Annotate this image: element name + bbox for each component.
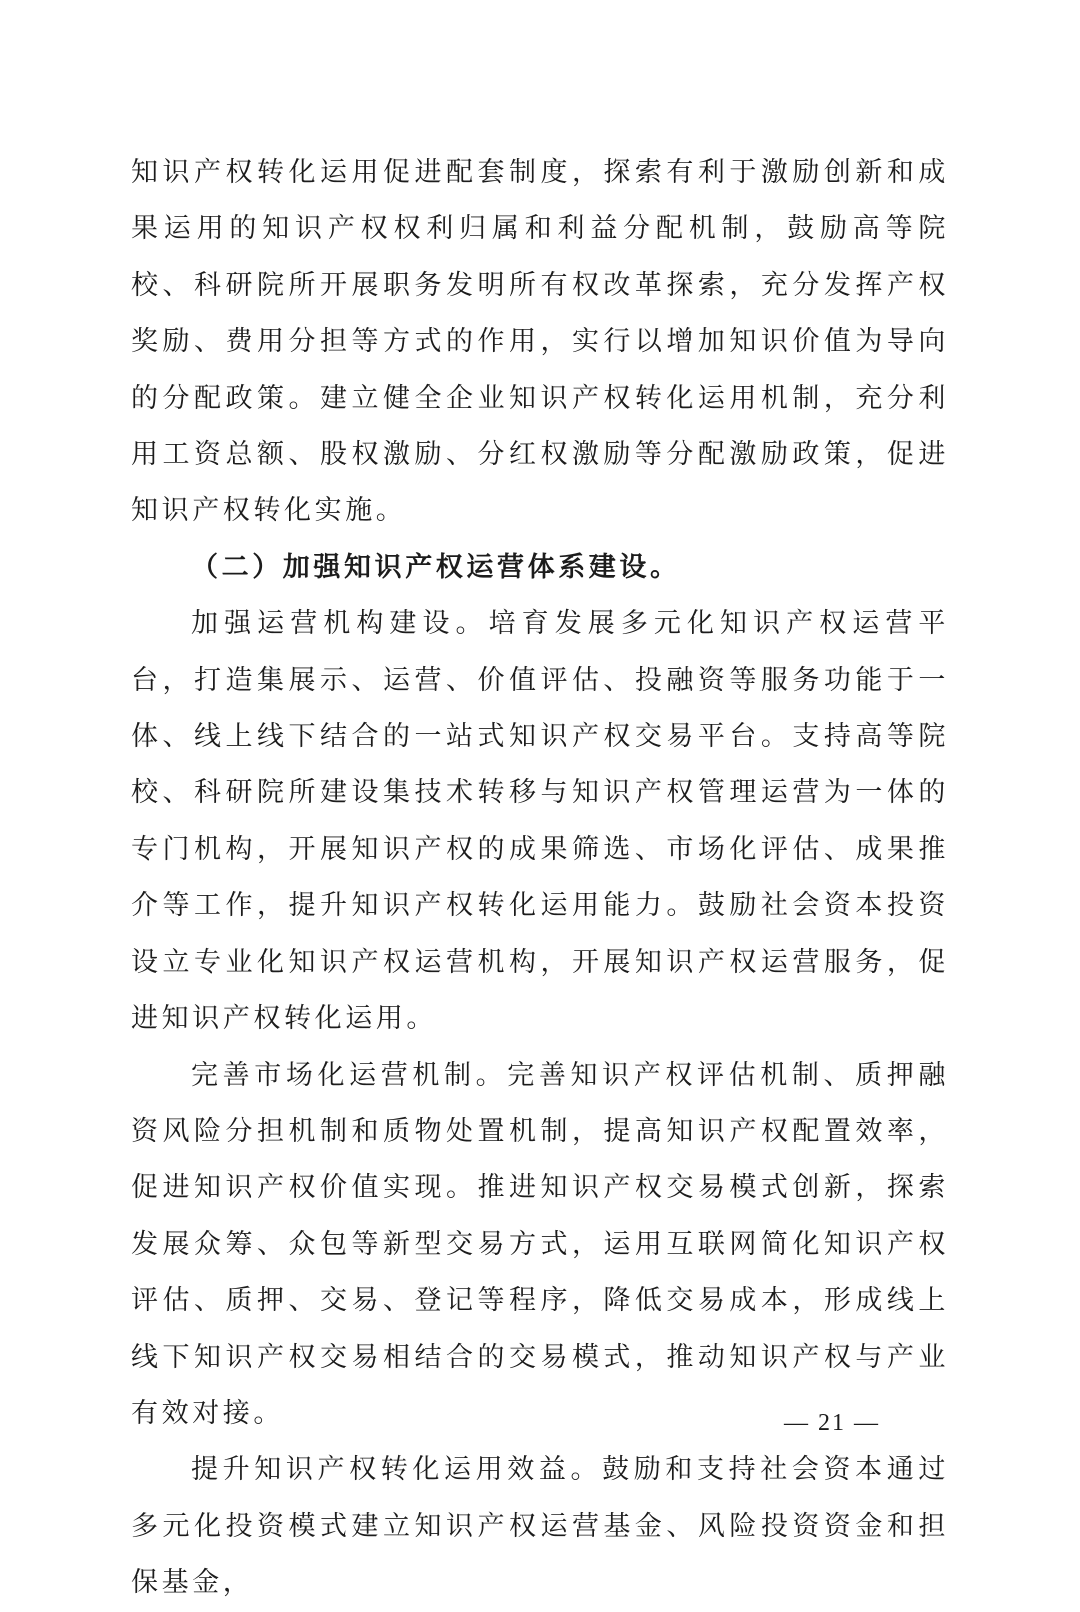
paragraph-continued: 知识产权转化运用促进配套制度，探索有利于激励创新和成果运用的知识产权权利归属和利益分配机制，鼓励高等院校、科研院所开展职务发明所有权改革探索，充分发挥产权奖励、费用分担等方式的作用，实行以增加知识价值为导向的分配政策。建立健全企业知识产权转化运用机制，充分利用工资总额、股权激励、分红权激励等分配激励政策，促进知识产权转化实施。 <box>131 157 949 527</box>
document-body <box>131 145 949 1612</box>
page-number-text: — 21 — <box>784 1410 880 1436</box>
section-heading: （二）加强知识产权运营体系建设。 <box>191 551 681 583</box>
page-number <box>0 1403 1080 1443</box>
paragraph-operation-institutions: 加强运营机构建设。培育发展多元化知识产权运营平台，打造集展示、运营、价值评估、投融资等服务功能于一体、线上线下结合的一站式知识产权交易平台。支持高等院校、科研院所建设集技术转移与知识产权管理运营为一体的专门机构，开展知识产权的成果筛选、市场化评估、成果推介等工作，提升知识产权转化运用能力。鼓励社会资本投资设立专业化知识产权运营机构，开展知识产权运营服务，促进知识产权转化运用。 <box>131 608 949 1035</box>
paragraph-benefits: 提升知识产权转化运用效益。鼓励和支持社会资本通过多元化投资模式建立知识产权运营基金、风险投资资金和担保基金， <box>131 1454 949 1599</box>
paragraph-market-mechanism: 完善市场化运营机制。完善知识产权评估机制、质押融资风险分担机制和质物处置机制，提高知识产权配置效率，促进知识产权价值实现。推进知识产权交易模式创新，探索发展众筹、众包等新型交易方式，运用互联网简化知识产权评估、质押、交易、登记等程序，降低交易成本，形成线上线下知识产权交易相结合的交易模式，推动知识产权与产业有效对接。 <box>131 1059 949 1429</box>
